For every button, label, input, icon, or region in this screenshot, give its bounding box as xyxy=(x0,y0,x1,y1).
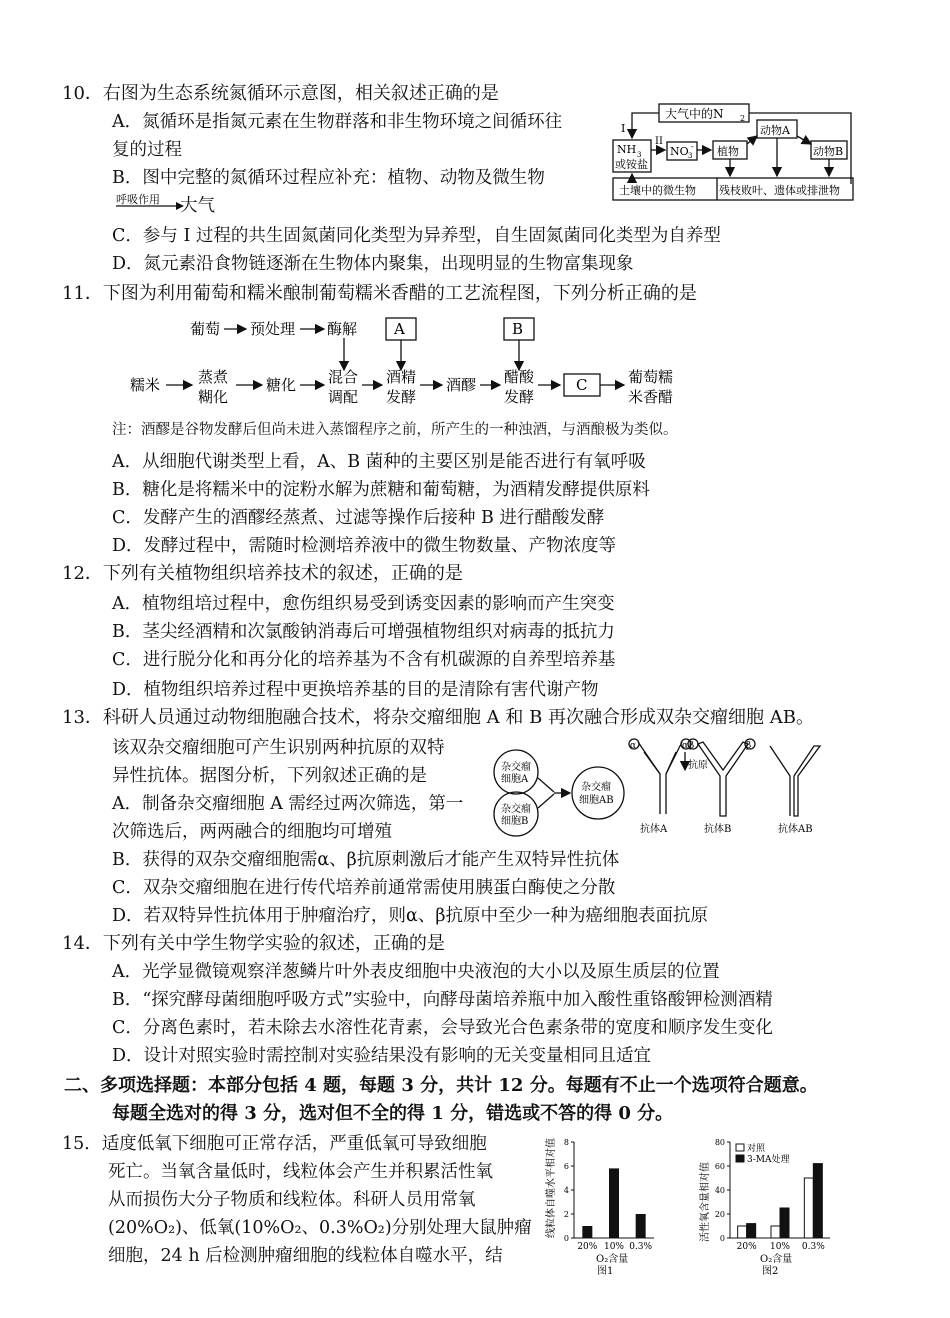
arrow-plant-to-animal-a xyxy=(747,136,757,144)
q13-option-d: D．若双特异性抗体用于肿瘤治疗，则α、β抗原中至少一种为癌细胞表面抗原 xyxy=(112,906,708,926)
q12-option-a: A．植物组培过程中，愈伤组织易受到诱变因素的影响而产生突变 xyxy=(112,594,615,614)
antibody-a-label: 抗体A xyxy=(640,824,668,835)
y-tick-label: 2 xyxy=(563,1210,569,1219)
cell-a-label-1: 杂交瘤 xyxy=(501,762,531,773)
flow-alc-1: 酒精 xyxy=(386,368,417,386)
q10-respiration-arrow xyxy=(114,201,184,211)
antibody-ab xyxy=(770,746,820,816)
q12-option-d: D．植物组织培养过程中更换培养基的目的是清除有害代谢产物 xyxy=(112,680,599,700)
figure-1-chart xyxy=(540,1128,660,1278)
figure-1-title: 图1 xyxy=(597,1266,614,1277)
antibody-a-alpha-1: α xyxy=(630,741,637,751)
nh3-label: NH xyxy=(617,143,637,156)
flow-vin-2: 发酵 xyxy=(504,388,535,406)
q14-option-b: B．“探究酵母菌细胞呼吸方式”实验中，向酵母菌培养瓶中加入酸性重铬酸钾检测酒精 xyxy=(112,990,773,1010)
roman-2-label: II xyxy=(655,136,663,147)
antibody-a-alpha-2: α xyxy=(682,741,689,751)
figure-2-chart xyxy=(690,1128,840,1278)
cell-a-label-2: 细胞A xyxy=(501,774,529,785)
legend-swatch xyxy=(736,1144,744,1151)
y-tick-label: 0 xyxy=(719,1234,725,1243)
antibody-b-label: 抗体B xyxy=(704,824,732,835)
figure-2-xlabel: O₂含量 xyxy=(760,1254,793,1265)
y-tick-label: 0 xyxy=(563,1234,569,1243)
arrow-animal-a-to-b xyxy=(797,136,811,144)
bar xyxy=(609,1168,619,1238)
q12-option-c: C．进行脱分化和再分化的培养基为不含有机碳源的自养型培养基 xyxy=(112,650,616,670)
flow-box-a-label: A xyxy=(394,320,405,338)
x-tick-label: 0.3% xyxy=(629,1242,653,1252)
flow-box-c-label: C xyxy=(576,376,588,394)
q11-option-d: D．发酵过程中，需随时检测培养液中的微生物数量、产物浓度等 xyxy=(112,536,617,556)
figure-1-xlabel: O₂含量 xyxy=(596,1254,629,1265)
antibody-b xyxy=(688,739,755,816)
q14-stem: 14．下列有关中学生物学实验的叙述，正确的是 xyxy=(62,933,445,954)
flow-rice: 糯米 xyxy=(130,376,161,394)
animal-a-label: 动物A xyxy=(760,124,790,137)
flow-steam-1: 蒸煮 xyxy=(198,368,229,386)
q14-option-c: C．分离色素时，若未除去水溶性花青素，会导致光合色素条带的宽度和顺序发生变化 xyxy=(112,1018,773,1038)
q10-option-a-line1: A．氮循环是指氮元素在生物群落和非生物环境之间循环往 xyxy=(112,112,563,132)
q15-line4: (20%O₂)、低氧(10%O₂、0.3%O₂)分别处理大鼠肿瘤 xyxy=(108,1218,532,1238)
cell-ab-label-2: 细胞AB xyxy=(579,795,614,806)
vinegar-process-flowchart xyxy=(130,312,770,412)
flow-pretreat: 预处理 xyxy=(250,320,296,338)
roman-1-label: I xyxy=(621,122,626,135)
arrow-process-1 xyxy=(632,113,659,138)
antibody-a xyxy=(629,739,691,814)
y-tick-label: 4 xyxy=(563,1186,569,1195)
legend-label: 3-MA处理 xyxy=(747,1155,790,1165)
q14-option-d: D．设计对照实验时需控制对实验结果没有影响的无关变量相同且适宜 xyxy=(112,1046,652,1066)
antibody-ab-label: 抗体AB xyxy=(778,824,813,835)
residue-label: 残枝败叶、遗体或排泄物 xyxy=(719,184,840,197)
y-tick-label: 40 xyxy=(714,1186,725,1195)
q10-option-d: D．氮元素沿食物链逐渐在生物体内聚集，出现明显的生物富集现象 xyxy=(112,254,634,274)
nh3-sub: 3 xyxy=(637,151,642,159)
cell-b-label-2: 细胞B xyxy=(501,816,529,827)
q10-option-c: C．参与 I 过程的共生固氮菌同化类型为异养型，自生固氮菌同化类型为自养型 xyxy=(112,226,721,246)
q13-stem-line1: 13．科研人员通过动物细胞融合技术，将杂交瘤细胞 A 和 B 再次融合形成双杂交瘤细胞 AB。 xyxy=(62,707,814,728)
flow-vin-1: 醋酸 xyxy=(504,368,535,386)
y-tick-label: 20 xyxy=(714,1210,725,1219)
nitrogen-cycle-diagram xyxy=(605,98,865,204)
no3-sub: 3 xyxy=(688,152,693,160)
flow-product-2: 米香醋 xyxy=(628,388,674,406)
q11-note: 注：酒醪是谷物发酵后但尚未进入蒸馏程序之前，所产生的一种浊酒，与酒酿极为类似。 xyxy=(112,422,678,438)
q12-stem: 12．下列有关植物组织培养技术的叙述，正确的是 xyxy=(62,563,463,584)
bar xyxy=(582,1226,592,1238)
q13-stem-line2: 该双杂交瘤细胞可产生识别两种抗原的双特 xyxy=(112,738,445,758)
y-tick-label: 6 xyxy=(563,1162,569,1171)
q10-respiration-label: 呼吸作用 xyxy=(116,193,160,206)
x-tick-label: 20% xyxy=(577,1242,598,1252)
figure-2-title: 图2 xyxy=(762,1266,779,1277)
q15-line5: 细胞，24 h 后检测肿瘤细胞的线粒体自噬水平，结 xyxy=(108,1246,503,1266)
cell-ab-circle xyxy=(572,767,624,819)
x-tick-label: 10% xyxy=(769,1242,791,1252)
q10-option-b-line2: 大气 xyxy=(180,196,215,216)
antibody-b-beta-1: β xyxy=(689,741,695,751)
q11-option-a: A．从细胞代谢类型上看，A、B 菌种的主要区别是能否进行有氧呼吸 xyxy=(112,452,646,472)
q13-stem-line3: 异性抗体。据图分析，下列叙述正确的是 xyxy=(112,766,427,786)
q11-option-c: C．发酵产生的酒醪经蒸煮、过滤等操作后接种 B 进行醋酸发酵 xyxy=(112,508,605,528)
q10-option-a-line2: 复的过程 xyxy=(112,140,182,160)
q13-option-c: C．双杂交瘤细胞在进行传代培养前通常需使用胰蛋白酶使之分散 xyxy=(112,878,616,898)
cell-b-label-1: 杂交瘤 xyxy=(501,804,531,815)
bar xyxy=(738,1226,747,1238)
y-tick-label: 60 xyxy=(714,1162,725,1171)
no3-label: NO xyxy=(670,145,689,158)
bar xyxy=(636,1214,646,1238)
soil-microbe-label: 土壤中的微生物 xyxy=(619,184,696,197)
antigen-label: 抗原 xyxy=(688,760,708,771)
q11-option-b: B．糖化是将糯米中的淀粉水解为蔗糖和葡萄糖，为酒精发酵提供原料 xyxy=(112,480,650,500)
fusion-line-b xyxy=(538,794,554,808)
x-tick-label: 0.3% xyxy=(801,1242,825,1252)
q15-line2: 死亡。当氧含量低时，线粒体会产生并积累活性氧 xyxy=(108,1162,493,1182)
x-tick-label: 10% xyxy=(603,1242,625,1252)
section2-heading-line2: 每题全选对的得 3 分，选对但不全的得 1 分，错选或不答的得 0 分。 xyxy=(112,1103,674,1124)
q12-option-b: B．茎尖经酒精和次氯酸钠消毒后可增强植物组织对病毒的抵抗力 xyxy=(112,622,615,642)
animal-b-label: 动物B xyxy=(813,145,844,158)
ammonium-label: 或铵盐 xyxy=(615,158,648,171)
q14-option-a: A．光学显微镜观察洋葱鳞片叶外表皮细胞中央液泡的大小以及原生质层的位置 xyxy=(112,962,720,982)
flow-product-1: 葡萄糯 xyxy=(628,368,674,386)
q15-line3: 从而损伤大分子物质和线粒体。科研人员用常氧 xyxy=(108,1190,476,1210)
flow-mix-1: 混合 xyxy=(328,368,359,386)
flow-box-b-label: B xyxy=(512,320,524,338)
flow-steam-2: 糊化 xyxy=(198,388,229,406)
q11-stem: 11．下图为利用葡萄和糯米酿制葡萄糯米香醋的工艺流程图，下列分析正确的是 xyxy=(62,283,697,304)
y-tick-label: 8 xyxy=(563,1138,569,1147)
bar xyxy=(771,1226,780,1238)
plant-label: 植物 xyxy=(717,145,739,158)
figure-2-ylabel: 活性氧含量相对值 xyxy=(700,1162,711,1242)
q13-option-b: B．获得的双杂交瘤细胞需α、β抗原刺激后才能产生双特异性抗体 xyxy=(112,850,620,870)
legend-swatch xyxy=(736,1155,744,1162)
flow-enzyme: 酶解 xyxy=(327,320,358,338)
flow-alc-2: 发酵 xyxy=(386,388,417,406)
bispecific-antibody-diagram xyxy=(488,738,838,838)
q10-stem: 10．右图为生态系统氮循环示意图，相关叙述正确的是 xyxy=(62,83,499,104)
q13-option-a-line1: A．制备杂交瘤细胞 A 需经过两次筛选，第一 xyxy=(112,794,464,814)
flow-sacch: 糖化 xyxy=(266,376,297,394)
x-tick-label: 20% xyxy=(736,1242,757,1252)
atmosphere-n2-label: 大气中的N xyxy=(665,107,724,121)
atmosphere-n2-sub: 2 xyxy=(740,114,746,123)
y-tick-label: 80 xyxy=(714,1138,725,1147)
bar xyxy=(780,1208,789,1238)
antibody-b-beta-2: β xyxy=(746,741,752,751)
figure-1-ylabel: 线粒体自噬水平相对值 xyxy=(546,1138,557,1238)
q15-line1: 15．适度低氧下细胞可正常存活，严重低氧可导致细胞 xyxy=(62,1134,487,1154)
flow-mix-2: 调配 xyxy=(328,388,359,406)
q10-option-b-line1: B．图中完整的氮循环过程应补充：植物、动物及微生物 xyxy=(112,168,545,188)
q13-option-a-line2: 次筛选后，两两融合的细胞均可增殖 xyxy=(112,822,392,842)
bar xyxy=(813,1164,822,1238)
flow-mash: 酒醪 xyxy=(446,376,477,394)
bar xyxy=(804,1178,813,1238)
cell-ab-label-1: 杂交瘤 xyxy=(581,782,611,793)
legend-label: 对照 xyxy=(747,1144,766,1154)
fusion-line-a xyxy=(538,778,554,792)
flow-grape: 葡萄 xyxy=(190,320,221,338)
section2-heading-line1: 二、多项选择题：本部分包括 4 题，每题 3 分，共计 12 分。每题有不止一个选项符合题意。 xyxy=(64,1075,818,1096)
no3-sup: - xyxy=(691,142,694,151)
bar xyxy=(747,1224,756,1238)
